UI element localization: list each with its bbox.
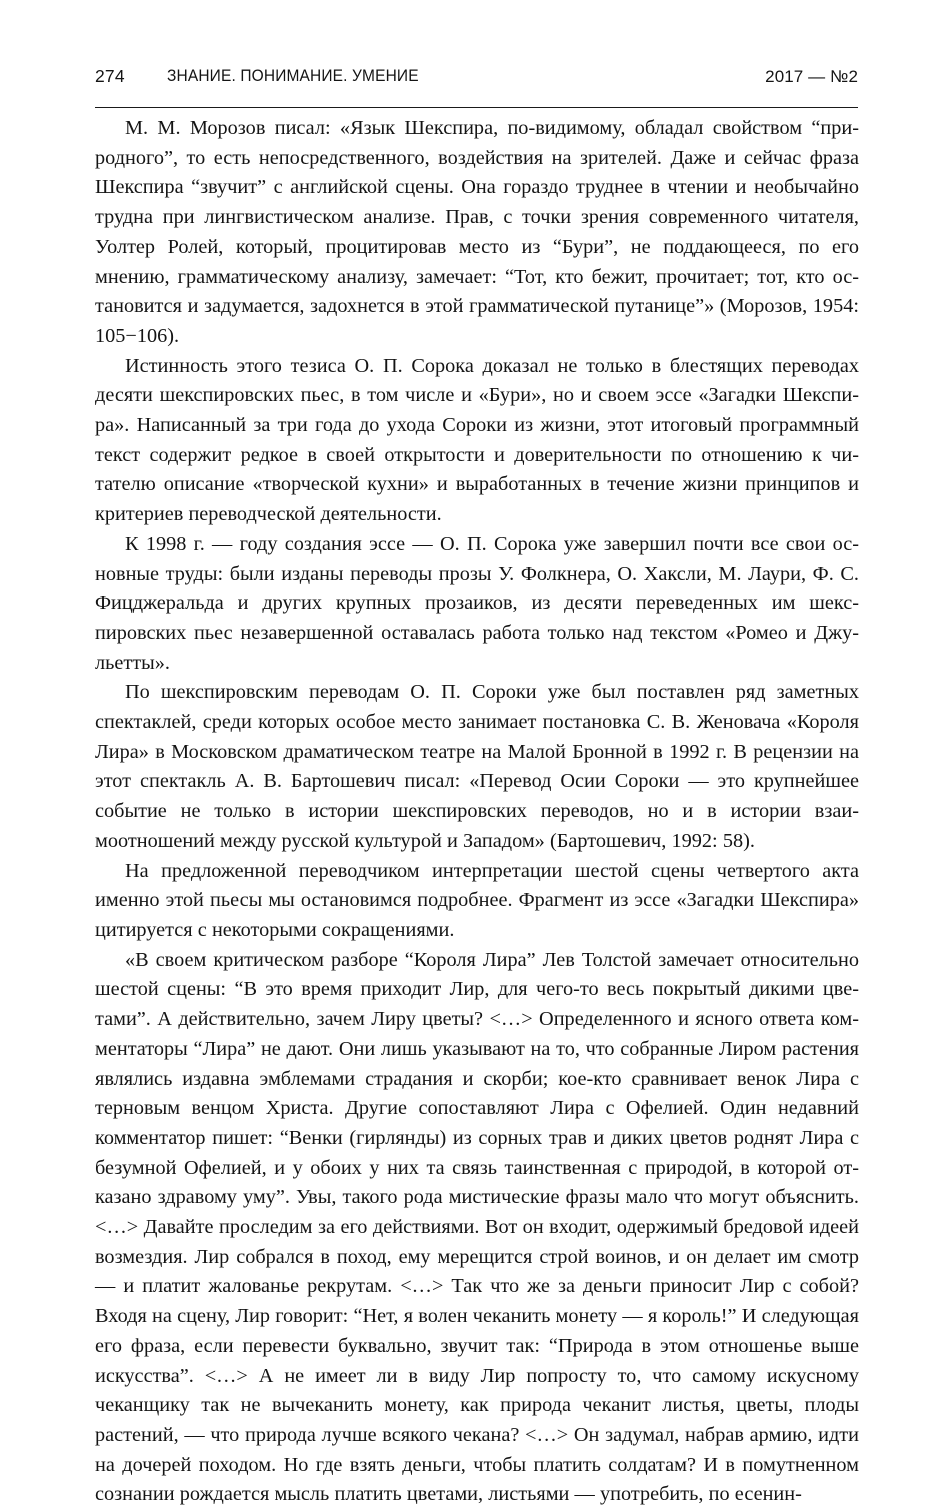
journal-title: ЗНАНИЕ. ПОНИМАНИЕ. УМЕНИЕ [167, 67, 419, 85]
issue-label: 2017 — №2 [765, 67, 858, 86]
paragraph: К 1998 г. — году создания эссе — О. П. Сорока уже завершил почти все свои основные труды: были изданы переводы прозы У. Фолкнера, О. Хаксли, М. Лаури, Ф. С. Фицджеральда и других крупных прозаиков, из десяти переведенных им шекспировских пьес незавершенной оставалась работа только над текстом «Ромео и Джульетты». [95, 532, 859, 674]
page-number: 274 [95, 66, 125, 86]
running-head [95, 68, 858, 108]
paragraph: По шекспировским переводам О. П. Сороки уже был поставлен ряд заметных спектаклей, среди которых особое место занимает постановка С. В. Женовача «Короля Лира» в Московском драматическом театре на Малой Бронной в 1992 г. В рецензии на этот спектакль А. В. Бартошевич писал: «Перевод Осии Сороки — это крупнейшее событие не только в истории шекспировских переводов, но и в истории взаимоотношений между русской культурой и Западом» (Бартошевич, 1992: 58). [95, 681, 859, 852]
paragraph: Истинность этого тезиса О. П. Сорока доказал не только в блестящих переводах десяти шекспировских пьес, в том числе и «Бури», но и своем эссе «Загадки Шекспира». Написанный за три года до ухода Сороки из жизни, этот итоговый программный текст содержит редкое в своей открытости и доверительности по отношению к читателю описание «творческой кухни» и выработанных в течение жизни принципов и критериев переводческой деятельности. [95, 354, 859, 526]
paragraph: На предложенной переводчиком интерпретации шестой сцены четвертого акта именно этой пьесы мы остановимся подробнее. Фрагмент из эссе «Загадки Шекспира» цитируется с некоторыми сокращениями. [95, 859, 859, 941]
paragraph: М. М. Морозов писал: «Язык Шекспира, по-видимому, обладал свойством “природного”, то есть непосредственного, воздействия на зрителей. Даже и сейчас фраза Шекспира “звучит” с английской сцены. Она гораздо труднее в чтении и необычайно трудна при лингвистическом анализе. Прав, с точки зрения современного читателя, Уолтер Ролей, который, процитировав место из “Бури”, не поддающееся, по его мнению, грамматическому анализу, замечает: “Тот, кто бежит, прочитает; тот, кто остановится и задумается, задохнется в этой грамматической путанице”» (Морозов, 1954: 105−106). [95, 117, 859, 347]
article-body [95, 114, 859, 1510]
paragraph: «В своем критическом разборе “Короля Лира” Лев Толстой замечает относительно шестой сцены: “В это время приходит Лир, для чего-то весь покрытый дикими цветами”. А действительно, зачем Лиру цветы? <…> Определенного и ясного ответа комментаторы “Лира” не дают. Они лишь указывают на то, что собранные Лиром растения являлись издавна эмблемами страдания и скорби; кое-кто сравнивает венок Лира с терновым венцом Христа. Другие сопоставляют Лира с Офелией. Один недавний комментатор пишет: “Венки (гирлянды) из сорных трав и диких цветов роднят Лира с безумной Офелией, и у обоих у них та связь таинственная с природой, в которой отказано здравому уму”. Увы, такого рода мистические фразы мало что могут объяснить. <…> Давайте проследим за его действиями. Вот он входит, одержимый бредовой идеей возмездия. Лир собрался в поход, ему мерещится строй воинов, и он делает им смотр — и платит жалованье рекрутам. <…> Так что же за деньги приносит Лир с собой? Входя на сцену, Лир говорит: “Нет, я волен чеканить монету — я король!” И следующая его фраза, если перевести буквально, звучит так: “Природа в этом отношенье выше искусства”. <…> А не имеет ли в виду Лир попросту то, что самому искусному чеканщику так не вычеканить монету, как природа чеканит листья, цветы, плоды растений, — что природа лучше всякого чекана? <…> Он задумал, набрав армию, идти на дочерей походом. Но где взять деньги, чтобы платить солдатам? И в помутненном сознании рождается мысль платить цветами, листьями — употребить, по есенин- [95, 948, 859, 1506]
